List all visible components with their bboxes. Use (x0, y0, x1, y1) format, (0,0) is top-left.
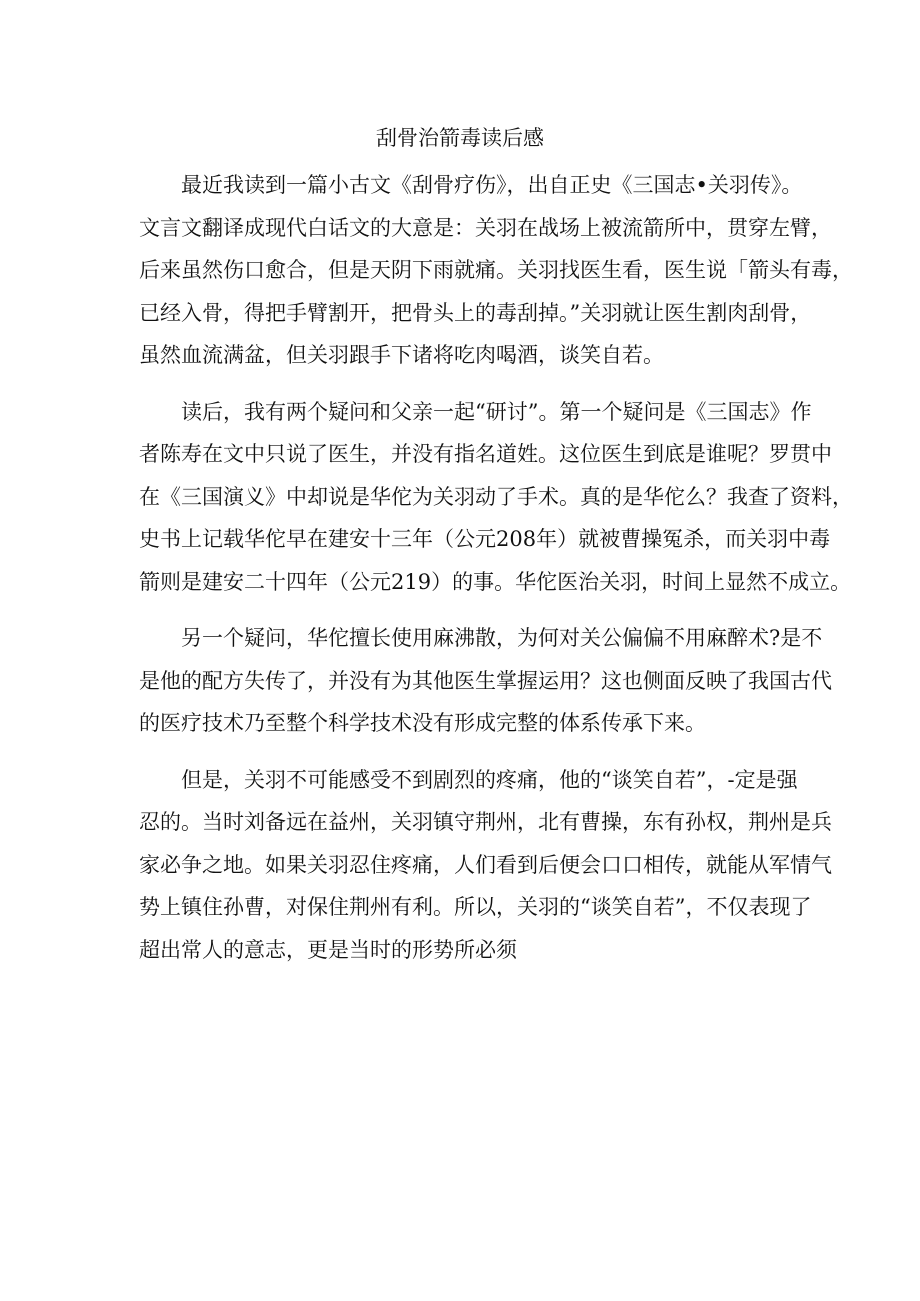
text-line: 另一个疑问，华佗擅长使用麻沸散，为何对关公偏偏不用麻醉术?是不 (181, 626, 823, 650)
text-line: 最近我读到一篇小古文《刮骨疗伤》，出自正史《三国志•关羽传》。 (181, 173, 803, 197)
text-line: 读后，我有两个疑问和父亲一起“研讨”。第一个疑问是《三国志》作 (181, 399, 812, 424)
text-line: 势上镇住孙曹，对保住荆州有利。所以，关羽的“谈笑自若”，不仅表现了 (139, 895, 812, 919)
text-line: 在《三国演义》中却说是华佗为关羽动了手术。真的是华佗么？我查了资料， (139, 484, 853, 509)
paragraph-4 (139, 759, 832, 972)
text-line: 箭则是建安二十四年（公元219）的事。华佗医治关羽，时间上显然不成立。 (139, 569, 852, 594)
text-line: 后来虽然伤口愈合，但是天阴下雨就痛。关羽找医生看，医生说「箭头有毒， (139, 258, 853, 282)
text-line: 忍的。当时刘备远在益州，关羽镇守荆州，北有曹操，东有孙权，荆州是兵 (139, 810, 832, 834)
paragraph-2 (139, 391, 853, 604)
text-line: 但是，关羽不可能感受不到剧烈的疼痛，他的“谈笑自若”，-定是强 (181, 767, 798, 792)
document-body (139, 164, 853, 985)
text-line: 已经入骨，得把手臂割开，把骨头上的毒刮掉。”关羽就让医生割肉刮骨， (139, 300, 812, 325)
text-line: 虽然血流满盆，但关羽跟手下诸将吃肉喝酒，谈笑自若。 (139, 343, 664, 367)
document-title: 刮骨治箭毒读后感 (376, 126, 544, 150)
paragraph-1 (139, 164, 853, 377)
text-line: 史书上记载华佗早在建安十三年（公元208年）就被曹操冤杀，而关羽中毒 (139, 527, 831, 551)
text-line: 的医疗技术乃至整个科学技术没有形成完整的体系传承下来。 (139, 711, 706, 735)
text-line: 超出常人的意志，更是当时的形势所必须 (139, 937, 517, 962)
text-line: 文言文翻译成现代白话文的大意是：关羽在战场上被流箭所中，贯穿左臂， (139, 215, 832, 240)
text-line: 者陈寿在文中只说了医生，并没有指名道姓。这位医生到底是谁呢？罗贯中 (139, 442, 832, 466)
paragraph-3 (139, 617, 832, 745)
text-line: 家必争之地。如果关羽忍住疼痛，人们看到后便会口口相传，就能从军情气 (139, 852, 832, 877)
text-line: 是他的配方失传了，并没有为其他医生掌握运用？这也侧面反映了我国古代 (139, 668, 832, 693)
